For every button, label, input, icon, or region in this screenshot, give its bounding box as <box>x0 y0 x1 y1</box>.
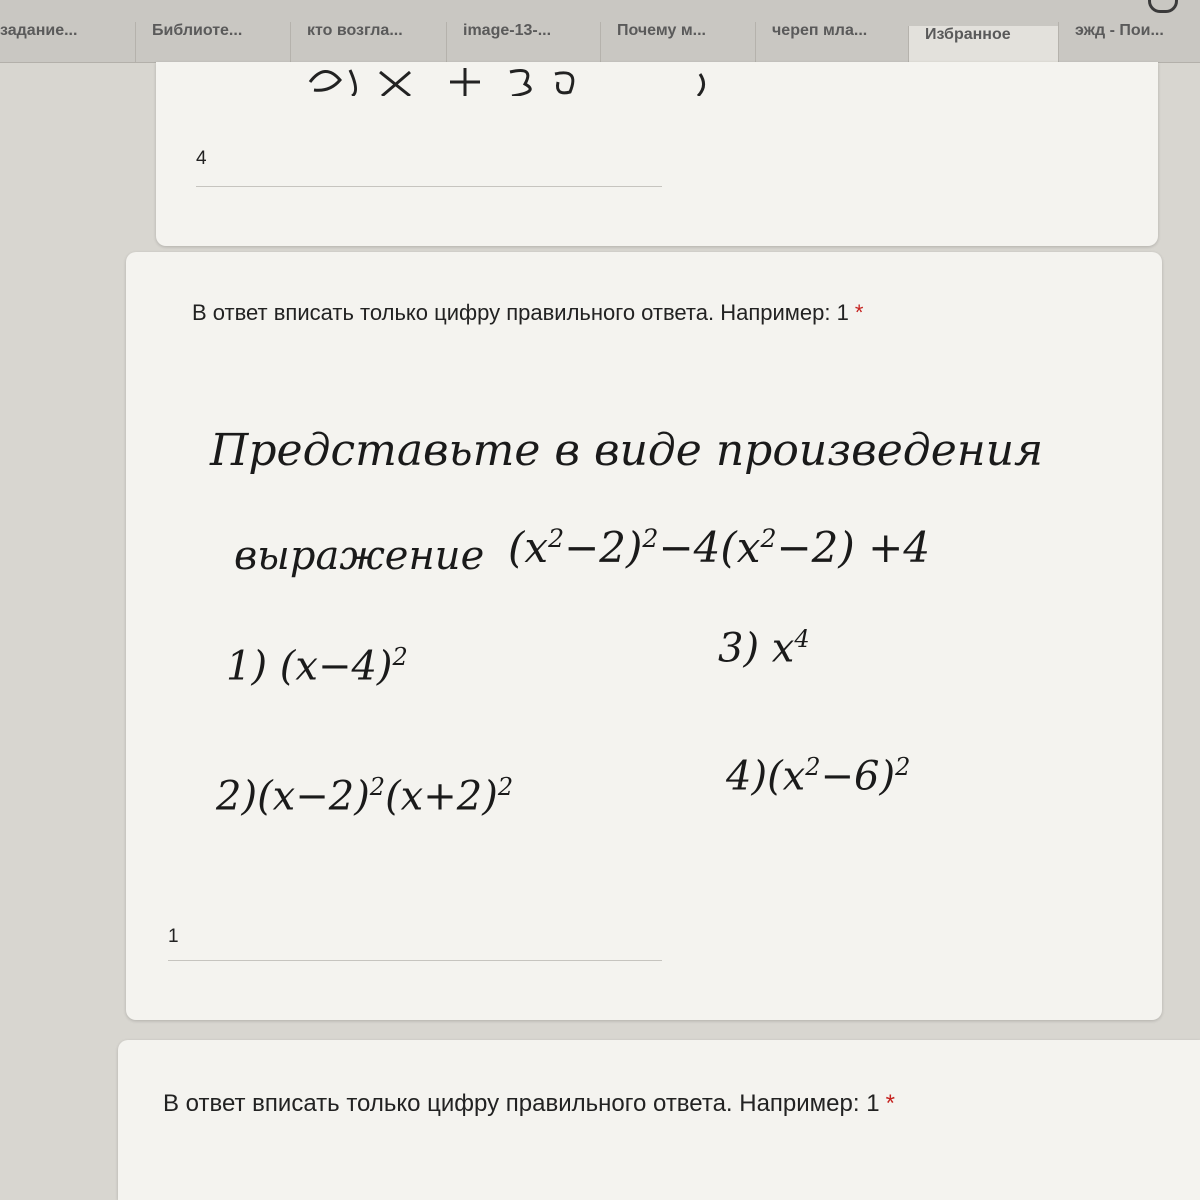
bookmarks-bar <box>0 0 1200 63</box>
option-1-number: 1) <box>226 643 268 690</box>
bookmark-label: Избранное <box>925 26 1011 43</box>
bookmark-label: кто возгла... <box>307 22 403 39</box>
question-title <box>192 300 863 326</box>
bookmark-pochemu[interactable] <box>600 22 755 62</box>
option-3: 3) $x^4$ <box>718 625 810 672</box>
next-question-title-text: В ответ вписать только цифру правильного ответа. Например: 1 <box>163 1090 880 1117</box>
question-card-next <box>118 1040 1200 1200</box>
option-2-number: 2) <box>216 773 258 820</box>
required-asterisk: * <box>885 1090 895 1117</box>
bookmark-image-13[interactable] <box>446 22 600 62</box>
profile-icon[interactable] <box>1148 0 1178 13</box>
bookmark-label: задание... <box>0 22 78 39</box>
bookmark-label: череп мла... <box>772 22 868 39</box>
option-4-number: 4) <box>726 753 768 800</box>
option-4: $4)(x^2-6)^2$ <box>726 753 911 800</box>
main-answer-underline <box>168 960 662 961</box>
previous-answer-underline <box>196 186 662 187</box>
bookmark-biblioteka[interactable] <box>135 22 290 62</box>
bookmark-label: Почему м... <box>617 22 706 39</box>
next-question-title <box>163 1090 895 1118</box>
bookmark-ezhd[interactable] <box>1058 22 1200 62</box>
option-3-number: 3) <box>718 625 760 672</box>
main-answer-value[interactable]: 1 <box>168 926 179 947</box>
previous-question-image <box>300 62 730 96</box>
bookmark-label: Библиоте... <box>152 22 243 39</box>
problem-line2-word: выражение <box>234 533 485 579</box>
option-1: 1) $(x-4)^2$ <box>226 643 408 690</box>
question-title-text: В ответ вписать только цифру правильного ответа. Например: 1 <box>192 300 849 325</box>
bookmark-zadanie[interactable] <box>0 22 135 62</box>
bookmark-izbrannoe[interactable] <box>908 26 1058 62</box>
bookmark-label: эжд - Пои... <box>1075 22 1164 39</box>
bookmark-cherep[interactable] <box>755 22 908 62</box>
previous-answer-value[interactable]: 4 <box>196 148 207 169</box>
problem-expression: $(x^2-2)^2-4(x^2-2) +4$ <box>508 523 931 572</box>
bookmark-kto-vozglavil[interactable] <box>290 22 446 62</box>
problem-line1: Представьте в виде произведения <box>210 425 1044 476</box>
option-2: $2)(x-2)^2(x+2)^2$ <box>216 773 514 820</box>
bookmark-label: image-13-... <box>463 22 552 39</box>
problem-image <box>190 405 1140 865</box>
required-asterisk: * <box>854 300 864 325</box>
